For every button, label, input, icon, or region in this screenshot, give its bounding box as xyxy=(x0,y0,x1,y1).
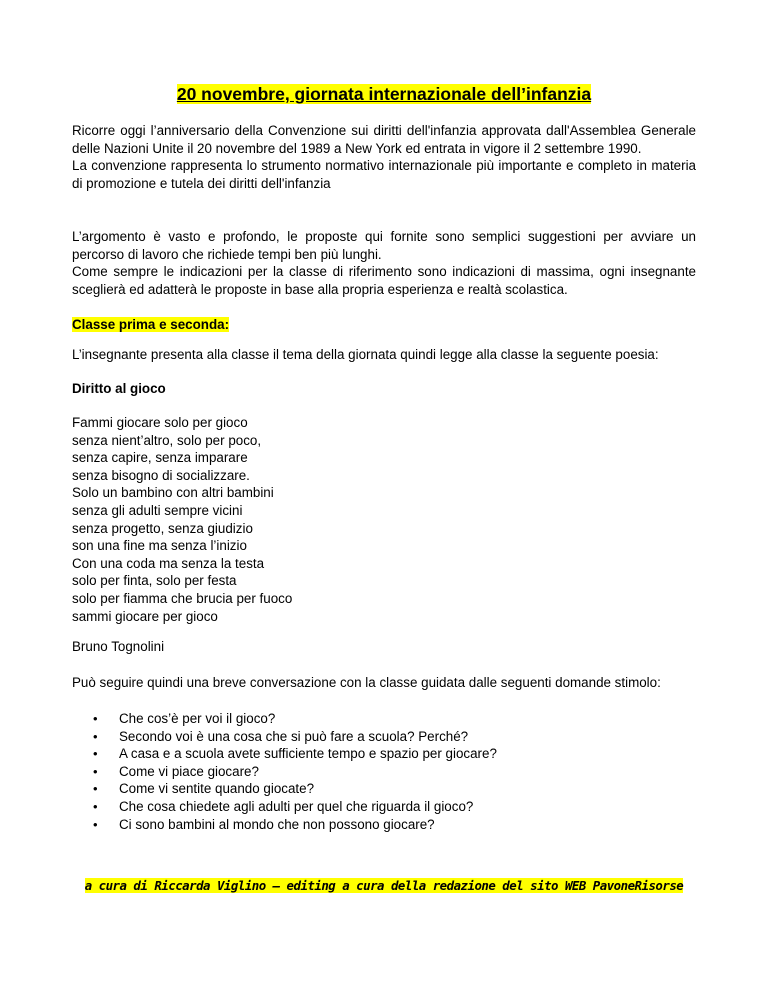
poem-author-block xyxy=(72,638,696,656)
poem-text xyxy=(72,414,696,625)
footer-container xyxy=(72,877,696,895)
poem-block xyxy=(72,414,696,625)
footer-credit: a cura di Riccarda Viglino – editing a cura della redazione del sito WEB PavoneRisorse xyxy=(84,878,684,893)
poem-line: senza gli adulti sempre vicini xyxy=(72,502,243,518)
question-text: Che cos’è per voi il gioco? xyxy=(119,711,276,726)
section-instruction: L’insegnante presenta alla classe il tema della giornata quindi legge alla classe la seguente poesia: xyxy=(72,347,659,362)
intro-paragraph-1: Ricorre oggi l’anniversario della Convenzione sui diritti dell'infanzia approvata dall'Assemblea Generale delle Nazioni Unite il 20 novembre del 1989 a New York ed entrata in vigore il 2 settembre 1990. xyxy=(72,123,696,156)
conversation-intro-block xyxy=(72,674,696,692)
question-text: Che cosa chiedete agli adulti per quel che riguarda il gioco? xyxy=(119,798,474,814)
poem-line: senza progetto, senza giudizio xyxy=(72,520,253,536)
list-item xyxy=(72,780,696,798)
list-item xyxy=(72,728,696,746)
question-text: Come vi sentite quando giocate? xyxy=(119,781,315,797)
poem-line: Con una coda ma senza la testa xyxy=(72,555,265,571)
question-text: Come vi piace giocare? xyxy=(119,763,259,779)
instruction-block xyxy=(72,346,696,364)
poem-line: senza nient’altro, solo per poco, xyxy=(72,432,262,448)
list-item xyxy=(72,710,696,728)
poem-line: Solo un bambino con altri bambini xyxy=(72,485,274,501)
bullet-icon: • xyxy=(93,711,98,726)
intro-paragraph-3: L’argomento è vasto e profondo, le proposte qui fornite sono semplici suggestioni per avviare un percorso di lavoro che richiede tempi ben più lunghi. xyxy=(72,229,696,262)
section-heading-block xyxy=(72,316,696,334)
bullet-icon: • xyxy=(93,781,98,797)
question-text: A casa e a scuola avete sufficiente tempo e spazio per giocare? xyxy=(119,746,497,762)
poem-line: sammi giocare per gioco xyxy=(72,608,218,624)
section-heading: Classe prima e seconda: xyxy=(72,317,230,332)
poem-line: solo per finta, solo per festa xyxy=(72,573,237,589)
list-item xyxy=(72,816,696,834)
list-item xyxy=(72,745,696,763)
list-item xyxy=(72,763,696,781)
intro-paragraph-2: La convenzione rappresenta lo strumento normativo internazionale più importante e completo in materia di promozione e tutela dei diritti dell'infanzia xyxy=(72,158,696,191)
list-item xyxy=(72,798,696,816)
intro-paragraph-4: Come sempre le indicazioni per la classe di riferimento sono indicazioni di massima, ogni insegnante sceglierà ed adatterà le proposte in base alla propria esperienza e realtà scolastica. xyxy=(72,264,696,297)
title-container xyxy=(72,84,696,105)
bullet-icon: • xyxy=(93,746,98,762)
poem-line: son una fine ma senza l’inizio xyxy=(72,538,247,554)
poem-line: solo per fiamma che brucia per fuoco xyxy=(72,590,293,606)
document-title: 20 novembre, giornata internazionale dell’infanzia xyxy=(176,84,592,104)
intro-block-1 xyxy=(72,122,696,192)
bullet-icon: • xyxy=(93,798,98,814)
poem-line: senza bisogno di socializzare. xyxy=(72,467,250,483)
questions-list xyxy=(72,710,696,833)
poem-author: Bruno Tognolini xyxy=(72,639,165,654)
intro-block-2 xyxy=(72,228,696,298)
conversation-intro: Può seguire quindi una breve conversazione con la classe guidata dalle seguenti domande stimolo: xyxy=(72,675,661,690)
question-text: Ci sono bambini al mondo che non possono giocare? xyxy=(119,816,435,832)
bullet-icon: • xyxy=(93,763,98,779)
bullet-icon: • xyxy=(93,728,98,744)
question-text: Secondo voi è una cosa che si può fare a scuola? Perché? xyxy=(119,728,469,744)
poem-line: senza capire, senza imparare xyxy=(72,450,248,466)
poem-line: Fammi giocare solo per gioco xyxy=(72,415,248,430)
poem-title: Diritto al gioco xyxy=(72,381,166,396)
bullet-icon: • xyxy=(93,816,98,832)
poem-title-block xyxy=(72,380,696,398)
questions-block xyxy=(72,710,696,833)
